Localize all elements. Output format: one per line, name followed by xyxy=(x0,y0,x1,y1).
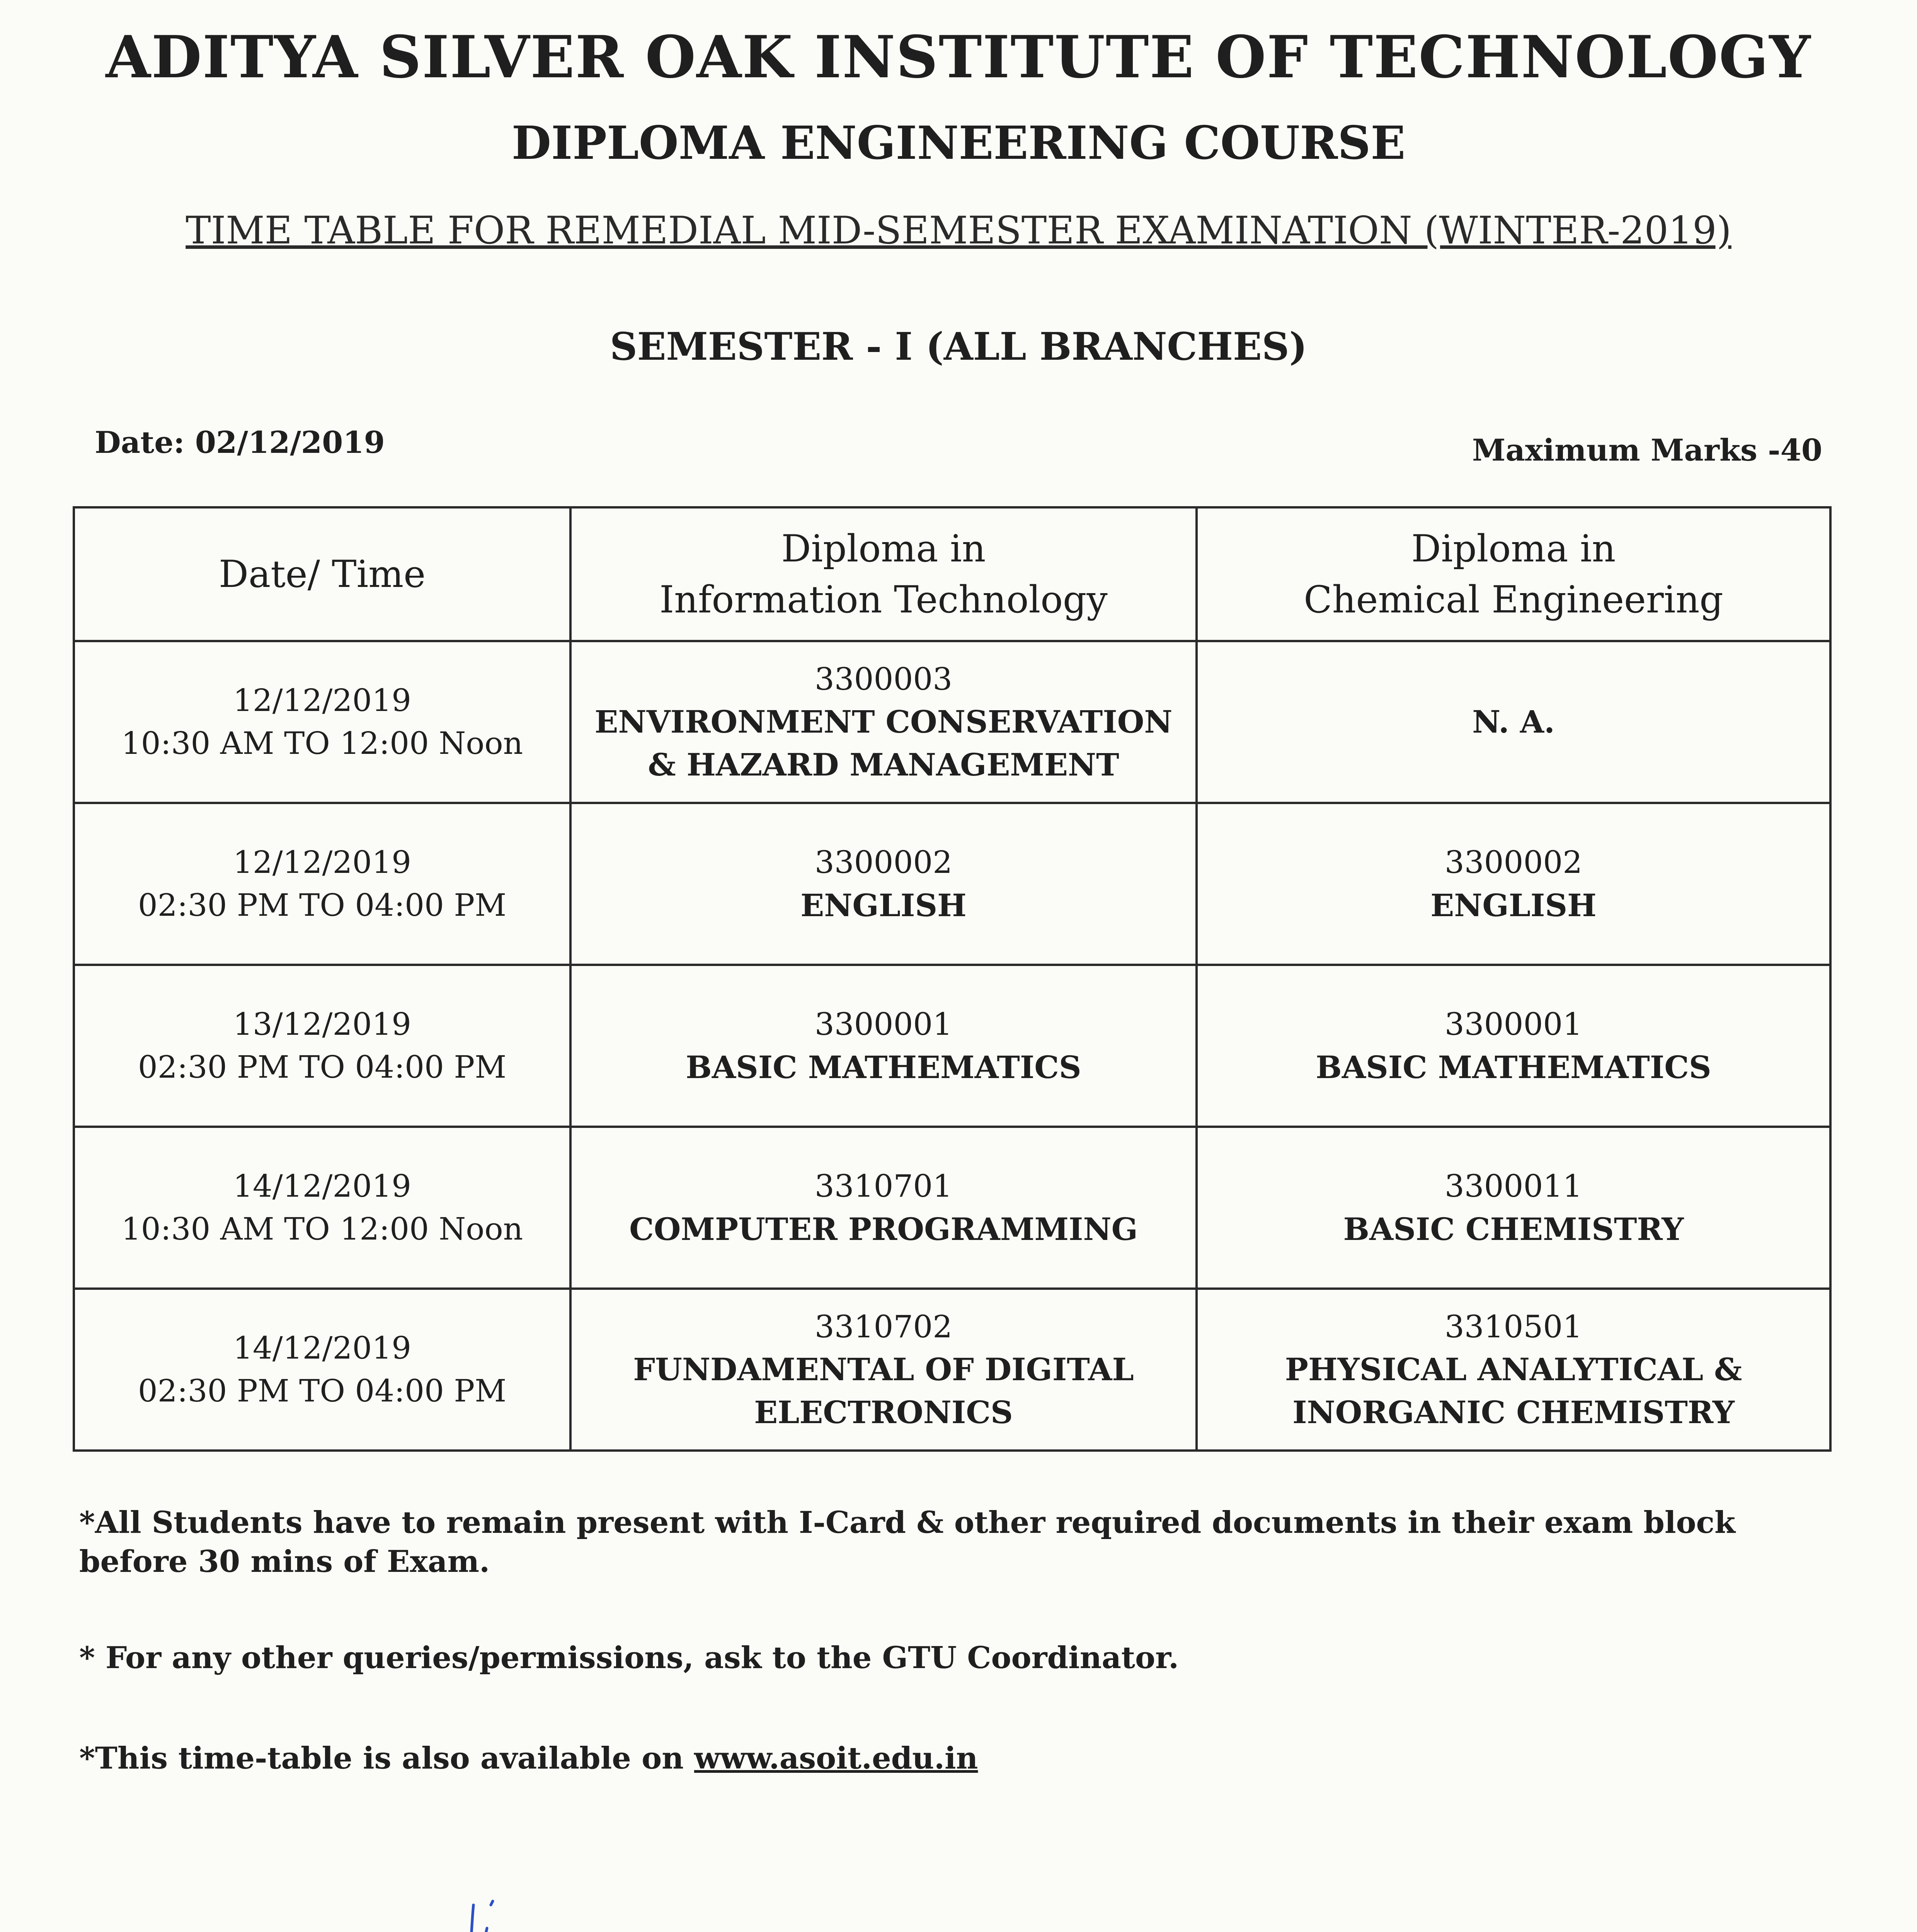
subject-code: 3300001 xyxy=(1444,1006,1583,1043)
subject-code: 3310702 xyxy=(814,1308,953,1345)
subject-code: 3300002 xyxy=(1444,844,1583,881)
exam-date: 12/12/2019 xyxy=(233,844,412,881)
timetable xyxy=(73,506,1832,1452)
header-label: Diploma in xyxy=(781,527,986,570)
it-subject-cell xyxy=(570,641,1197,803)
note-availability xyxy=(79,1739,1799,1778)
note-id-card: *All Students have to remain present with I-Card & other required documents in their exam block before 30 mins of Exam. xyxy=(79,1505,1736,1580)
exam-time: 10:30 AM TO 12:00 Noon xyxy=(121,1211,523,1247)
it-subject-cell xyxy=(570,803,1197,965)
subject-code: 3310701 xyxy=(814,1168,953,1204)
table-row xyxy=(74,1127,1830,1289)
subject-name: BASIC MATHEMATICS xyxy=(1316,1049,1711,1085)
header-label: Diploma in xyxy=(1411,527,1616,570)
subject-name: FUNDAMENTAL OF DIGITAL ELECTRONICS xyxy=(633,1351,1134,1430)
exam-date: 13/12/2019 xyxy=(233,1006,412,1043)
exam-subtitle: TIME TABLE FOR REMEDIAL MID-SEMESTER EXAMINATION (WINTER-2019) xyxy=(186,209,1731,253)
course-title: DIPLOMA ENGINEERING COURSE xyxy=(511,116,1406,170)
exam-datetime xyxy=(74,803,570,965)
website-link[interactable]: www.asoit.edu.in xyxy=(694,1741,978,1776)
exam-time: 10:30 AM TO 12:00 Noon xyxy=(121,725,523,761)
institute-title: ADITYA SILVER OAK INSTITUTE OF TECHNOLOGY xyxy=(106,23,1811,91)
chem-subject-cell xyxy=(1197,1127,1830,1289)
chem-subject-cell xyxy=(1197,803,1830,965)
exam-datetime xyxy=(74,641,570,803)
subject-name: BASIC MATHEMATICS xyxy=(686,1049,1081,1085)
it-subject-cell xyxy=(570,1289,1197,1451)
subject-name: ENGLISH xyxy=(1430,887,1597,923)
header-chemical-engineering xyxy=(1197,507,1830,641)
maximum-marks: Maximum Marks -40 xyxy=(1472,433,1822,468)
exam-datetime xyxy=(74,965,570,1127)
semester-heading: SEMESTER - I (ALL BRANCHES) xyxy=(609,325,1307,369)
header-label: Chemical Engineering xyxy=(1304,578,1723,621)
exam-datetime xyxy=(74,1127,570,1289)
chem-subject-cell xyxy=(1197,965,1830,1127)
table-row xyxy=(74,1289,1830,1451)
issue-date: Date: 02/12/2019 xyxy=(95,425,385,460)
chem-subject-cell xyxy=(1197,641,1830,803)
exam-date: 14/12/2019 xyxy=(233,1168,412,1204)
subject-code: 3310501 xyxy=(1444,1308,1583,1345)
table-row xyxy=(74,641,1830,803)
exam-time: 02:30 PM TO 04:00 PM xyxy=(138,1049,507,1085)
subject-name: PHYSICAL ANALYTICAL & INORGANIC CHEMISTRY xyxy=(1285,1351,1742,1430)
header-date-time xyxy=(74,507,570,641)
header-information-technology xyxy=(570,507,1197,641)
subject-code: 3300003 xyxy=(814,661,953,697)
timetable-header-row xyxy=(74,507,1830,641)
coordinator-signature xyxy=(224,1882,557,1932)
subject-name: ENVIRONMENT CONSERVATION & HAZARD MANAGEMENT xyxy=(594,704,1173,783)
exam-date: 14/12/2019 xyxy=(233,1330,412,1366)
subject-name: N. A. xyxy=(1472,704,1555,740)
subject-name: COMPUTER PROGRAMMING xyxy=(629,1211,1138,1247)
chem-subject-cell xyxy=(1197,1289,1830,1451)
exam-datetime xyxy=(74,1289,570,1451)
it-subject-cell xyxy=(570,1127,1197,1289)
subject-name: BASIC CHEMISTRY xyxy=(1343,1211,1684,1247)
subject-code: 3300002 xyxy=(814,844,953,881)
subject-code: 3300001 xyxy=(814,1006,953,1043)
header-label: Date/ Time xyxy=(218,552,426,596)
table-row xyxy=(74,803,1830,965)
subject-code: 3300011 xyxy=(1444,1168,1583,1204)
table-row xyxy=(74,965,1830,1127)
exam-date: 12/12/2019 xyxy=(233,682,412,719)
note-queries: * For any other queries/permissions, ask to the GTU Coordinator. xyxy=(79,1640,1179,1675)
exam-time: 02:30 PM TO 04:00 PM xyxy=(138,887,507,923)
header-label: Information Technology xyxy=(659,578,1108,621)
exam-time: 02:30 PM TO 04:00 PM xyxy=(138,1372,507,1409)
note-availability-text: *This time-table is also available on xyxy=(79,1741,694,1776)
subject-name: ENGLISH xyxy=(800,887,967,923)
it-subject-cell xyxy=(570,965,1197,1127)
